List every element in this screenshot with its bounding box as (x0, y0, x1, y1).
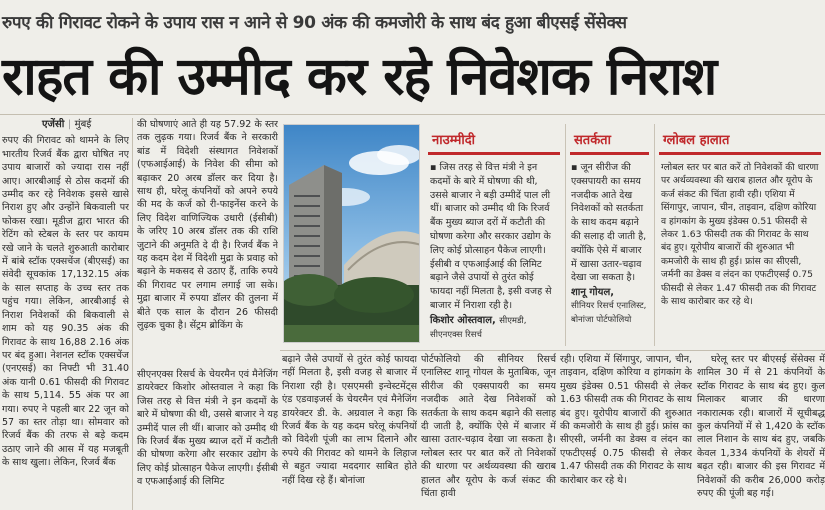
column-6-text: घरेलू स्तर पर बीएसई सेंसेक्स में शामिल 30 में से 21 कंपनियों के स्टॉक गिरावट के साथ बंद हुए। कुल मिलाकर बाजार की धारणा नकारात्मक रही। बाजारों में सूचीबद्ध कुल कंपनियों में से 1,420 के स्टॉक लाल निशान के साथ बंद हुए, जबकि केवल 1,334 कंपनियों के शेयरों में बढ़त रही। बाजार की इस गिरावट में निवेशकों की करीब 26,000 करोड़ रुपए की पूंजी बह गई। (697, 354, 825, 500)
sidebar-box-global (654, 124, 825, 346)
naummidi-author-name: किशोर ओस्तवाल, (430, 314, 496, 326)
article-column-5 (560, 353, 692, 510)
kicker-headline: रुपए की गिरावट रोकने के उपाय रास न आने से 90 अंक की कमजोरी के साथ बंद हुआ बीएसई सेंसेक्स (2, 13, 627, 33)
column-2b-text: सीएनएक्स रिसर्च के चेयरमैन एवं मैनेजिंग डायरेक्टर किशोर ओस्तवाल ने कहा कि जिस तरह से वित्त मंत्री ने इन कदमों के बारे में घोषणा की थी, उससे बाजार ने यह उम्मीदें पाल ली थीं। बाजार को उम्मीद थी कि रिजर्व बैंक मुख्य ब्याज दरों में कटौती की घोषणा करेगा और सरकार उद्योग के लिए कोई प्रोत्साहन पैकेज लाएगी। ईसीबी व एफआईआई की लिमिट (137, 369, 278, 488)
box-body-global: ग्लोबल स्तर पर बात करें तो निवेशकों की धारणा पर अर्थव्यवस्था की खराब हालत और यूरोप के कर्ज संकट की चिंता हावी रही। एशिया में सिंगापुर, जापान, चीन, ताइवान, दक्षिण कोरिया व हांगकांग के मुख्य इंडेक्स 0.51 फीसदी से लेकर 1.63 फीसदी तक की गिरावट के साथ बंद हुए। यूरोपीय बाजारों की शुरुआत भी कमजोरी के साथ ही हुई। फ्रांस का सीएसी, जर्मनी का डेक्स व लंदन का एफटीएसई 0.75 फीसदी से लेकर 1.47 फीसदी तक की गिरावट के साथ कारोबार कर रहे थे। (661, 162, 819, 308)
satarkta-author-role: सीनियर रिसर्च एनालिस्ट, बोनांजा पोर्टफोलियो (571, 300, 647, 325)
box-heading-naummidi: नाउम्मीदी (428, 124, 560, 155)
market-photo (283, 124, 420, 343)
naummidi-author-title: सीएमडी, (499, 315, 527, 326)
article-column-3 (282, 353, 417, 510)
byline-separator: | (67, 119, 72, 130)
column-2-text: की घोषणाएं आते ही यह 57.92 के स्तर तक लुढ़क गया। रिजर्व बैंक ने सरकारी बांड में विदेशी संस्थागत निवेशकों (एफआईआई) के निवेश की सीमा को बढ़ाकर 20 अरब डॉलर कर दिया है। साथ ही, घरेलू कंपनियों को अपने रुपये की मद के कर्ज को री-फाइनेंस करने के लिए विदेश वाणिज्यिक उधारी (ईसीबी) के जरिए 10 अरब डॉलर तक की राशि जुटाने की अनुमति दे दी है। रिजर्व बैंक ने यह कदम देश में विदेशी मुद्रा के प्रवाह को बढ़ाने के मकसद से उठाए हैं, ताकि रुपये की गिरावट पर लगाम लगाई जा सके। मुद्रा बाजार में रुपया डॉलर की तुलना में बीते एक साल के दौरान 26 फीसदी लुढ़क चुका है। सेंट्रम ब्रोकिंग के (137, 119, 278, 332)
article-column-1 (2, 118, 129, 510)
article-column-6 (697, 353, 825, 510)
byline-agency: एजेंसी (42, 119, 65, 130)
satarkta-quote-author: शानू गोयल, (571, 287, 615, 299)
column-4-text: पोर्टफोलियो की सीनियर रिसर्च एनालिस्ट शानू गोयल के मुताबिक, जून सीरीज की एक्सपायरी का समय नजदीक आते देख निवेशकों को सतर्कता के साथ कदम बढ़ाने की सलाह दी जाती है, क्योंकि ऐसे में बाजार में खासा उतार-चढ़ाव देखा जा सकता है। ग्लोबल स्तर पर बात करें तो निवेशकों की धारणा पर अर्थव्यवस्था की खराब हालत और यूरोप के कर्ज संकट की चिंता हावी (421, 354, 556, 500)
stock-exchange-building-image (284, 125, 420, 343)
box-body-satarkta (566, 155, 653, 328)
sidebar-box-satarkta (565, 124, 653, 346)
article-column-2 (137, 118, 278, 368)
naummidi-quote-author (430, 314, 558, 329)
byline (2, 118, 129, 131)
box-heading-global: ग्लोबल हालात (659, 124, 821, 155)
main-headline: राहत की उम्मीद कर रहे निवेशक निराश (2, 47, 717, 107)
article-column-2-continued (137, 368, 278, 510)
byline-city: मुंबई (74, 119, 92, 130)
naummidi-quote: जिस तरह से वित्त मंत्री ने इन कदमों के बारे में घोषणा की थी, उससे बाजार ने बड़ी उम्मीदें पाल ली थीं। बाजार को उम्मीद थी कि रिजर्व बैंक मुख्य ब्याज दरों में कटौती की घोषणा करेगा और सरकार उद्योग के लिए कोई प्रोत्साहन पैकेज लाएगी। ईसीबी व एफआईआई की लिमिट बढ़ाने जैसे उपायों से तुरंत कोई फायदा नहीं मिलता है, इसी वजह से बाजार में निराशा रही है। (430, 162, 552, 311)
divider-col1 (132, 118, 133, 510)
quote-marker-icon: ▪ (571, 162, 581, 173)
box-heading-satarkta: सतर्कता (570, 124, 649, 155)
quote-marker-icon: ▪ (430, 162, 440, 173)
divider-top (0, 114, 825, 115)
column-1-text: रुपए की गिरावट को थामने के लिए भारतीय रिजर्व बैंक द्वारा घोषित नए उपाय बाजारों को ज्यादा रास नहीं आए। आरबीआई से ठोस कदमों की उम्मीद कर रहे निवेशक इससे खासे निराश हुए और उन्होंने बिकवाली पर फोकस रखा। मूडीज द्वारा भारत की रेटिंग को स्टेबल के स्तर पर कायम रखे जाने के चलते शुरुआती कारोबार में बांबे स्टॉक एक्सचेंज (बीएसई) का संवेदी सूचकांक 17,132.15 अंक के साल सप्ताह के उच्च स्तर तक पहुंच गया। लेकिन, आरबीआई से निराश निवेशकों की बिकवाली से शाम को यह 90.35 अंक की गिरावट के साथ 16,88 2.16 अंक पर बंद हुआ। नेशनल स्टॉक एक्सचेंज (एनएसई) का निफ्टी भी 31.40 अंक यानी 0.61 फीसदी की गिरावट के साथ 5,114. 55 अंक पर आ गया। रुपए ने पहली बार 22 जून को 57 का स्तर तोड़ा था। सोमवार को रिजर्व बैंक की तरफ से बड़े कदम उठाए जाने की आस में यह मजबूती के साथ खुला। लेकिन, रिजर्व बैंक (2, 135, 129, 469)
sidebar-box-naummidi (424, 124, 564, 346)
article-column-4 (421, 353, 556, 510)
satarkta-quote: जून सीरीज की एक्सपायरी का समय नजदीक आते देख निवेशकों को सतर्कता के साथ कदम बढ़ाने की सलाह दी जाती है, क्योंकि ऐसे में बाजार में खासा उतार-चढ़ाव देखा जा सकता है। (571, 162, 647, 284)
naummidi-author-org: सीएनएक्स रिसर्च (430, 329, 482, 340)
column-5-text: रही। एशिया में सिंगापुर, जापान, चीन, ताइवान, दक्षिण कोरिया व हांगकांग के मुख्य इंडेक्स 0.51 फीसदी से लेकर 1.63 फीसदी तक की गिरावट के साथ बंद हुए। यूरोपीय बाजारों की शुरुआत की कमजोरी के साथ ही हुई। फ्रांस का सीएसी, जर्मनी का डेक्स व लंदन का एफटीएसई 0.75 फीसदी से लेकर 1.47 फीसदी तक की गिरावट के साथ कारोबार कर रहे थे। (560, 354, 692, 486)
box-body-naummidi (424, 155, 564, 342)
divider-lower (280, 350, 825, 351)
column-3-text: बढ़ाने जैसे उपायों से तुरंत कोई फायदा नहीं मिलता है, इसी वजह से बाजार में निराशा रही है। एसएमसी इन्वेस्टमेंट्स एंड एडवाइजर्स के चेयरमैन एवं मैनेजिंग डायरेक्टर डी. के. अग्रवाल ने कहा कि रिजर्व बैंक के यह कदम घरेलू कंपनियों को विदेशी पूंजी का लाभ दिलाने और रुपये की गिरावट को थामने के लिहाज से बहुत ज्यादा मददगार साबित होते नहीं दिख रहे हैं। बोनांजा (282, 354, 417, 486)
